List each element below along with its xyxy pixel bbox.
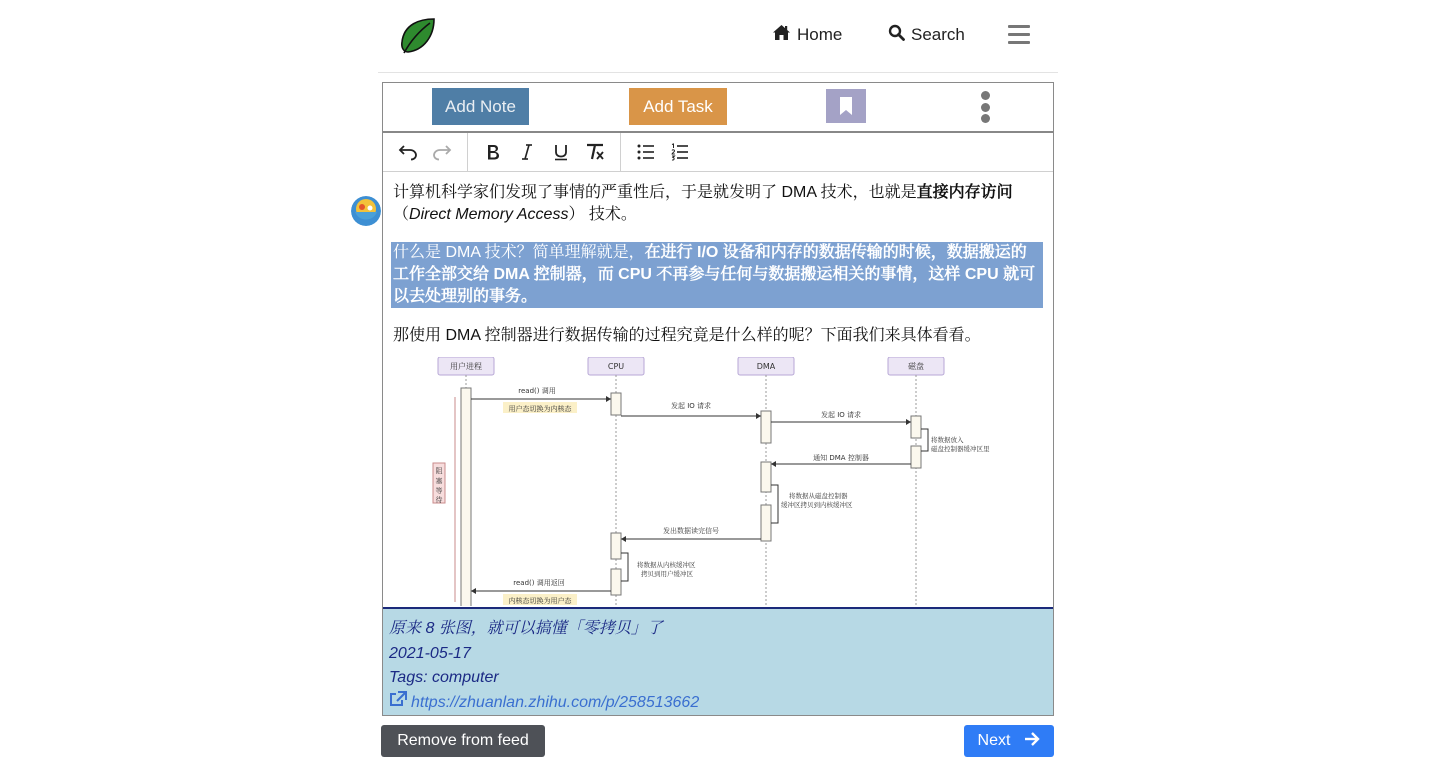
italic-icon[interactable] [510, 137, 544, 167]
source-avatar-icon [351, 196, 381, 226]
next-label: Next [977, 732, 1011, 749]
underline-icon[interactable] [544, 137, 578, 167]
nav-search-link[interactable] [888, 24, 965, 46]
bold-icon[interactable] [476, 137, 510, 167]
para1-italic-text: Direct Memory Access [409, 206, 569, 223]
remove-from-feed-button[interactable]: Remove from feed [381, 725, 545, 757]
para1-paren-close: ） [568, 206, 585, 223]
blocked-char-1: 阻 [435, 467, 443, 475]
article-paragraph-3: 那使用 DMA 控制器进行数据传输的过程究竟是什么样的呢？下面我们来具体看看。 [393, 327, 981, 344]
list-group [621, 133, 705, 171]
blocked-char-4: 待 [435, 496, 443, 504]
feed-card [382, 82, 1054, 716]
para2-end: 。 [521, 288, 538, 305]
para1-paren-open: （ [393, 206, 410, 223]
note-kernel-to-user: 内核态切换为用户态 [508, 597, 572, 605]
participant-dma: DMA [756, 362, 776, 371]
article-content[interactable] [383, 172, 1053, 606]
next-button[interactable] [964, 725, 1054, 757]
search-label: Search [911, 25, 965, 44]
bookmark-button[interactable] [826, 89, 866, 123]
note-kernel-1: 将数据从内核缓冲区 [637, 561, 696, 569]
article-link-row [389, 691, 1047, 716]
msg-dma-io: 发起 IO 请求 [820, 411, 862, 419]
article-paragraph-2-selected [391, 242, 1043, 308]
para2-bold-text: 在进行 I/O 设备和内存的数据传输的时候，数据搬运的工作全部交给 DMA 控制器，而 CPU 不再参与任何与数据搬运相关的事情，这样 CPU 就可以去处理别的事务 [393, 244, 1036, 305]
article-meta-panel [383, 607, 1053, 715]
note-copy-2: 缓冲区拷贝到内核缓冲区 [781, 501, 853, 509]
msg-cpu-io: 发起 IO 请求 [670, 402, 712, 410]
home-label: Home [797, 25, 843, 44]
note-kernel-2: 拷贝到用户缓冲区 [641, 570, 693, 578]
note-user-to-kernel: 用户态切换为内核态 [508, 405, 572, 413]
article-date: 2021-05-17 [389, 644, 471, 662]
numbered-list-icon[interactable] [663, 137, 697, 167]
redo-icon[interactable] [425, 137, 459, 167]
article-title: 原来 8 张图，就可以搞懂「零拷贝」了 [389, 620, 663, 637]
search-icon [888, 24, 905, 46]
leaf-logo-icon[interactable] [398, 16, 438, 56]
blocked-char-2: 塞 [435, 477, 443, 485]
card-action-bar [383, 83, 1053, 133]
msg-read-call: read() 调用 [518, 387, 556, 395]
hamburger-menu-icon[interactable] [1008, 25, 1030, 45]
note-disk-buffer-2: 磁盘控制器缓冲区里 [931, 445, 990, 453]
undo-icon[interactable] [391, 137, 425, 167]
top-header [378, 0, 1058, 72]
para2-prefix: 什么是 DMA 技术？简单理解就是， [393, 244, 645, 261]
header-divider [378, 72, 1058, 73]
note-copy-1: 将数据从磁盘控制器 [789, 492, 848, 500]
history-group [383, 133, 468, 171]
format-group [468, 133, 621, 171]
msg-read-done: 发出数据读完信号 [663, 527, 719, 535]
blocked-char-3: 等 [435, 487, 443, 495]
clear-format-icon[interactable] [578, 137, 612, 167]
external-link-icon [389, 691, 407, 716]
article-tags: Tags: computer [389, 669, 499, 686]
msg-read-return: read() 调用返回 [513, 579, 565, 587]
bookmark-icon [839, 96, 853, 116]
note-disk-buffer-1: 将数据放入 [931, 436, 964, 444]
bullet-list-icon[interactable] [629, 137, 663, 167]
arrow-right-icon [1024, 732, 1040, 751]
msg-notify-dma: 通知 DMA 控制器 [813, 454, 869, 462]
participant-disk: 磁盘 [908, 362, 924, 371]
participant-cpu: CPU [607, 362, 625, 371]
editor-toolbar [383, 133, 1053, 172]
para1-bold-text: 直接内存访问 [916, 184, 1013, 201]
article-paragraph-1 [393, 182, 1043, 226]
add-note-button[interactable]: Add Note [432, 88, 529, 125]
article-url-link[interactable]: https://zhuanlan.zhihu.com/p/258513662 [411, 693, 700, 711]
para1-tail: 技术。 [584, 206, 637, 223]
more-options-icon[interactable] [973, 89, 997, 125]
nav-home-link[interactable] [772, 24, 842, 46]
participant-user-process: 用户进程 [450, 362, 482, 371]
home-icon [772, 24, 791, 46]
dma-sequence-diagram [415, 357, 1015, 606]
para1-text: 计算机科学家们发现了事情的严重性后，于是就发明了 DMA 技术，也就是 [393, 184, 917, 201]
add-task-button[interactable]: Add Task [629, 88, 727, 125]
